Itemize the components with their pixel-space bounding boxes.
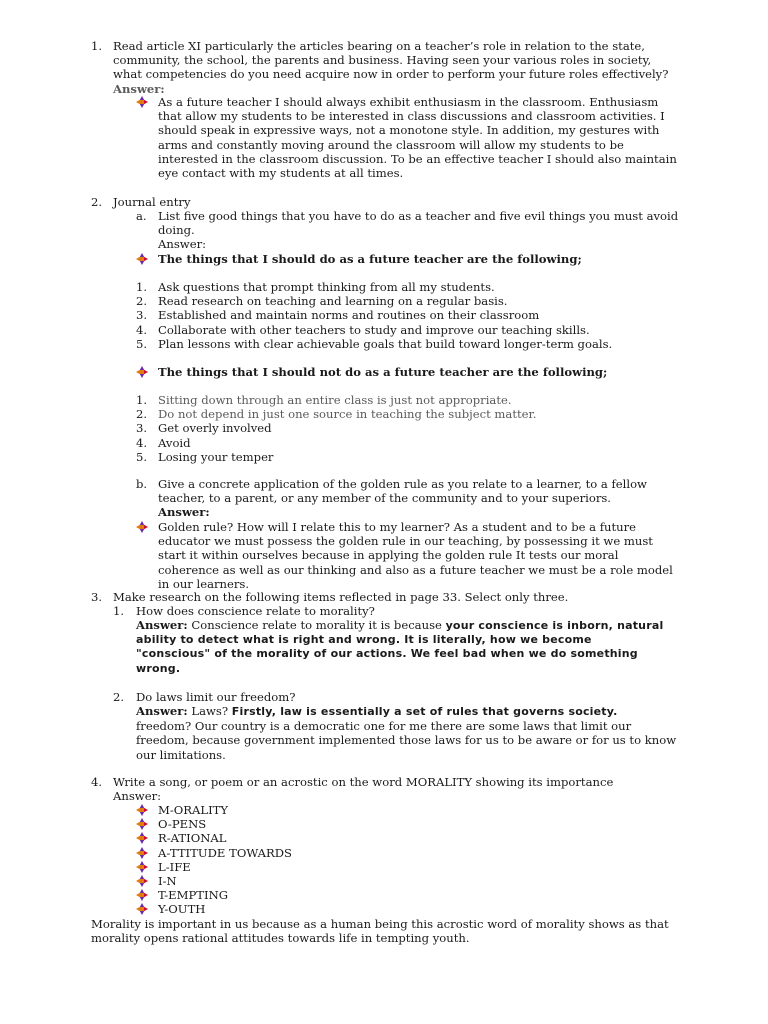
arrow-bullet-icon bbox=[136, 96, 148, 108]
list-item bbox=[136, 337, 736, 351]
arrow-bullet-icon bbox=[136, 847, 148, 859]
q1-number: 1. bbox=[91, 39, 103, 53]
q3-item1-question: How does conscience relate to morality? bbox=[136, 604, 375, 618]
q3-item1-answer bbox=[136, 618, 736, 676]
list-item-text: Sitting down through an entire class is just not appropriate. bbox=[158, 393, 512, 407]
q2b-answer-line: educator we must possess the golden rule in our teaching, by possessing it we must bbox=[158, 534, 653, 549]
list-item-number: 1. bbox=[136, 393, 148, 407]
list-item-number: 2. bbox=[136, 294, 148, 309]
list-item bbox=[136, 280, 736, 294]
q3-item2-answer-line: freedom, because government implemented those laws for us to be aware or for us to know bbox=[136, 733, 677, 748]
list-item-number: 5. bbox=[136, 449, 148, 464]
list-item bbox=[136, 846, 436, 860]
list-item-number: 5. bbox=[136, 336, 148, 351]
list-item-number: 3. bbox=[136, 421, 148, 436]
q3-item2-number: 2. bbox=[113, 690, 125, 704]
q3-item2-question: Do laws limit our freedom? bbox=[136, 690, 296, 704]
list-item-number: 1. bbox=[136, 280, 148, 294]
q4-conclusion-line: Morality is important in us because as a human being this acrostic word of morality shows as that bbox=[91, 917, 669, 931]
q3-item2-answer bbox=[136, 704, 736, 762]
acrostic-line: I-N bbox=[158, 873, 177, 888]
q3-item1-answer-label: Answer: bbox=[136, 618, 188, 632]
q2b-prompt bbox=[158, 477, 718, 520]
list-item bbox=[136, 308, 736, 322]
q3-item1-answer-start: Conscience relate to morality it is because bbox=[187, 618, 446, 632]
arrow-bullet-icon bbox=[136, 366, 148, 378]
list-item bbox=[136, 421, 736, 435]
q3-item1-answer-line: "conscious" of the morality of our actions. We feel bad when we do something bbox=[136, 647, 638, 661]
q2a-prompt bbox=[158, 209, 718, 252]
q1-prompt bbox=[113, 39, 713, 96]
list-item bbox=[136, 817, 436, 831]
q2b-line: teacher, to a parent, or any member of the community and to your superiors. bbox=[158, 491, 611, 506]
arrow-bullet-icon bbox=[136, 832, 148, 844]
acrostic-list bbox=[136, 803, 436, 917]
list-item-text: Avoid bbox=[158, 435, 191, 450]
q3-title: Make research on the following items reflected in page 33. Select only three. bbox=[113, 590, 569, 604]
list-item bbox=[136, 888, 436, 902]
q3-item2-answer-label: Answer: bbox=[136, 704, 188, 718]
q1-answer-line: should speak in expressive ways, not a monotone style. In addition, my gestures with bbox=[158, 123, 660, 138]
q2a-letter: a. bbox=[136, 209, 147, 223]
q3-item1-answer-bold: your conscience is inborn, natural bbox=[445, 619, 664, 632]
q4-prompt bbox=[113, 775, 733, 803]
q1-answer-line: arms and constantly moving around the classroom will allow my students to be bbox=[158, 137, 624, 152]
arrow-bullet-icon bbox=[136, 818, 148, 830]
q1-answer bbox=[158, 95, 718, 180]
q2b-answer-line: Golden rule? How will I relate this to my learner? As a student and to be a future bbox=[158, 520, 637, 534]
list-item bbox=[136, 323, 736, 337]
list-item-number: 4. bbox=[136, 322, 148, 337]
q3-item1-answer-line: wrong. bbox=[136, 661, 181, 675]
q2-number: 2. bbox=[91, 195, 103, 209]
q2b-letter: b. bbox=[136, 477, 148, 491]
list-item-text: Get overly involved bbox=[158, 421, 272, 436]
q1-answer-label: Answer: bbox=[113, 81, 165, 96]
list-item bbox=[136, 450, 736, 464]
q1-answer-line: that allow my students to be interested in class discussions and classroom activities. I bbox=[158, 109, 665, 124]
acrostic-line: M-ORALITY bbox=[158, 803, 229, 817]
list-item-text: Ask questions that prompt thinking from all my students. bbox=[158, 280, 495, 294]
acrostic-line: Y-OUTH bbox=[158, 902, 206, 917]
good-things-heading: The things that I should do as a future teacher are the following; bbox=[158, 252, 582, 266]
q3-item1-answer-line: ability to detect what is right and wrong. It is literally, how we become bbox=[136, 633, 592, 647]
list-item bbox=[136, 902, 436, 916]
q3-item2-answer-line: our limitations. bbox=[136, 747, 226, 762]
arrow-bullet-icon bbox=[136, 253, 148, 265]
q2a-answer-label: Answer: bbox=[158, 237, 207, 252]
q2b-answer-line: in our learners. bbox=[158, 576, 250, 591]
q3-item2-answer-bold: Firstly, law is essentially a set of rules that governs society. bbox=[231, 705, 618, 718]
list-item-text: Read research on teaching and learning on a regular basis. bbox=[158, 294, 508, 309]
q4-title: Write a song, or poem or an acrostic on the word MORALITY showing its importance bbox=[113, 775, 614, 789]
q2a-line: doing. bbox=[158, 223, 195, 238]
list-item-number: 2. bbox=[136, 407, 148, 422]
arrow-bullet-icon bbox=[136, 521, 148, 533]
q3-number: 3. bbox=[91, 590, 103, 604]
list-item bbox=[136, 874, 436, 888]
q2b-answer-line: coherence as well as our thinking and also as a future teacher we must be a role model bbox=[158, 562, 673, 577]
q2b-line: Give a concrete application of the golden rule as you relate to a learner, to a fellow bbox=[158, 477, 647, 491]
acrostic-line: A-TTITUDE TOWARDS bbox=[158, 845, 293, 860]
acrostic-line: R-ATIONAL bbox=[158, 831, 227, 846]
list-item bbox=[136, 294, 736, 308]
q1-answer-line: As a future teacher I should always exhibit enthusiasm in the classroom. Enthusiasm bbox=[158, 95, 659, 109]
q2-title: Journal entry bbox=[113, 195, 191, 209]
list-item-text: Losing your temper bbox=[158, 449, 274, 464]
acrostic-line: T-EMPTING bbox=[158, 888, 229, 903]
q2b-answer bbox=[158, 520, 718, 591]
bad-things-heading: The things that I should not do as a future teacher are the following; bbox=[158, 365, 608, 379]
list-item-number: 3. bbox=[136, 308, 148, 323]
q2b-answer-line: start it within ourselves because in applying the golden rule It tests our moral bbox=[158, 548, 619, 563]
arrow-bullet-icon bbox=[136, 804, 148, 816]
arrow-bullet-icon bbox=[136, 889, 148, 901]
list-item-number: 4. bbox=[136, 435, 148, 450]
good-things-list bbox=[136, 280, 736, 351]
q1-answer-line: interested in the classroom discussion. To be an effective teacher I should also maintain bbox=[158, 151, 677, 166]
list-item-text: Collaborate with other teachers to study and improve our teaching skills. bbox=[158, 322, 590, 337]
q1-line: community, the school, the parents and business. Having seen your various roles in society, bbox=[113, 53, 652, 68]
list-item-text: Do not depend in just one source in teaching the subject matter. bbox=[158, 407, 537, 422]
acrostic-line: L-IFE bbox=[158, 859, 191, 874]
arrow-bullet-icon bbox=[136, 861, 148, 873]
list-item-text: Established and maintain norms and routines on their classroom bbox=[158, 308, 540, 323]
arrow-bullet-icon bbox=[136, 903, 148, 915]
list-item-text: Plan lessons with clear achievable goals that build toward longer-term goals. bbox=[158, 336, 613, 351]
q4-conclusion-line: morality opens rational attitudes towards life in tempting youth. bbox=[91, 931, 470, 946]
q4-answer-label: Answer: bbox=[113, 789, 162, 804]
q3-item2-answer-line: freedom? Our country is a democratic one for me there are some laws that limit our bbox=[136, 719, 632, 734]
list-item bbox=[136, 407, 736, 421]
list-item bbox=[136, 803, 436, 817]
q1-line: Read article XI particularly the articles bearing on a teacher’s role in relation to the state, bbox=[113, 39, 645, 53]
q1-answer-line: eye contact with my students at all times. bbox=[158, 166, 404, 181]
q3-item2-answer-start: Laws? bbox=[187, 704, 232, 718]
q4-conclusion bbox=[91, 917, 731, 945]
arrow-bullet-icon bbox=[136, 875, 148, 887]
q3-item1-number: 1. bbox=[113, 604, 125, 618]
acrostic-line: O-PENS bbox=[158, 817, 207, 832]
list-item bbox=[136, 436, 736, 450]
list-item bbox=[136, 393, 736, 407]
q1-line: what competencies do you need acquire now in order to perform your future roles effectively? bbox=[113, 67, 669, 82]
bad-things-list bbox=[136, 393, 736, 464]
q2a-line: List five good things that you have to do as a teacher and five evil things you must avoid bbox=[158, 209, 679, 223]
q4-number: 4. bbox=[91, 775, 103, 789]
list-item bbox=[136, 831, 436, 845]
q2b-answer-label: Answer: bbox=[158, 505, 210, 520]
list-item bbox=[136, 860, 436, 874]
